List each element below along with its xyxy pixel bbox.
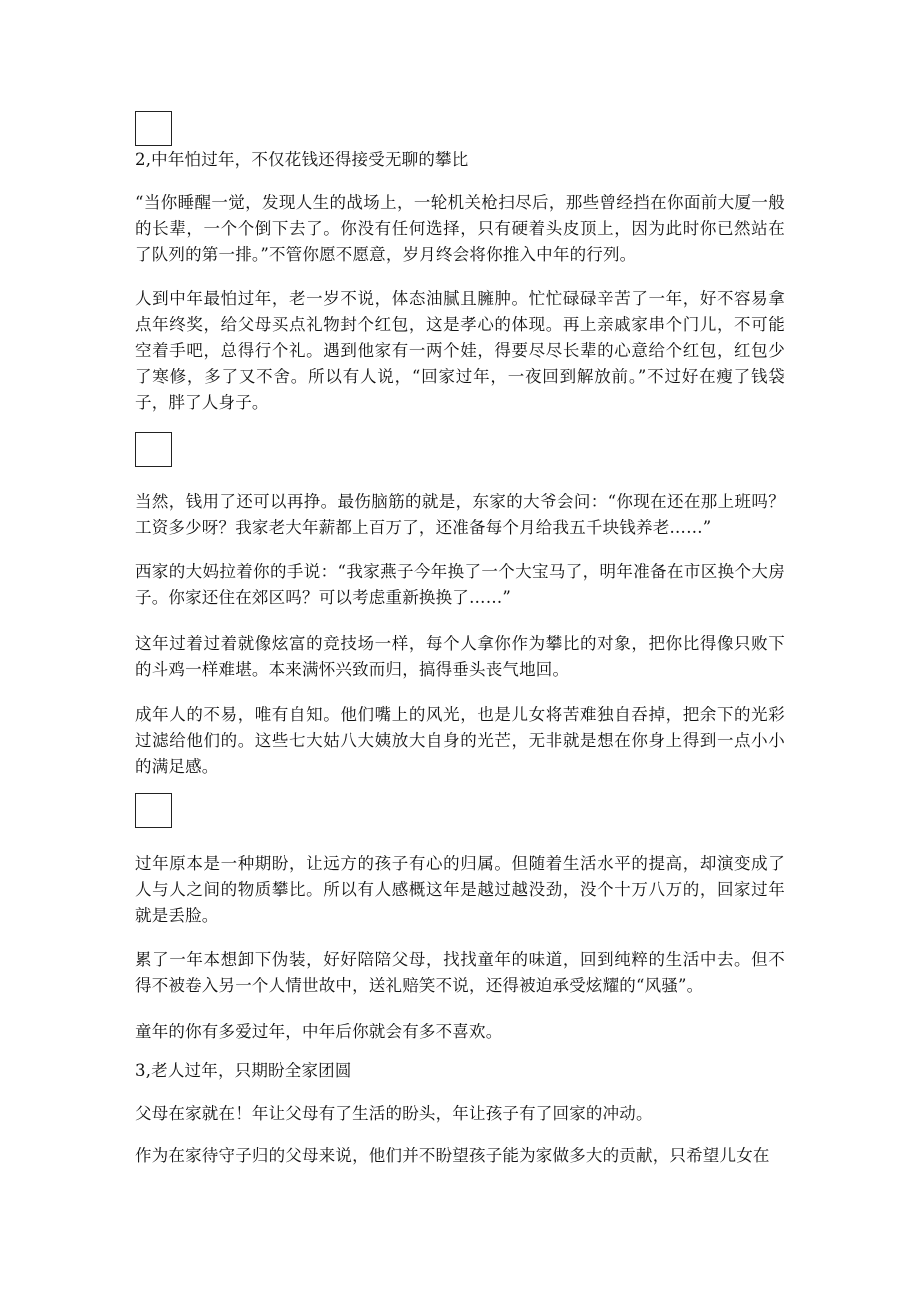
paragraph-parents-home: 父母在家就在！年让父母有了生活的盼头，年让孩子有了回家的冲动。: [135, 1104, 653, 1123]
paragraph-uncle: 当然，钱用了还可以再挣。最伤脑筋的就是，东家的大爷会问：“你现在还在那上班吗？工资多少呀？我家老大年薪都上百万了，还准备每个月给我五千块钱养老……”: [135, 492, 785, 537]
paragraph-tired: 累了一年本想卸下伪装，好好陪陪父母，找找童年的味道，回到纯粹的生活中去。但不得不被卷入另一个人情世故中，送礼赔笑不说，还得被迫承受炫耀的“风骚”。: [135, 950, 785, 995]
image-placeholder-1: [135, 111, 172, 146]
paragraph-adults: 成年人的不易，唯有自知。他们嘴上的风光，也是儿女将苦难独自吞掉，把余下的光彩过滤给他们的。这些七大姑八大姨放大自身的光芒，无非就是想在你身上得到一点小小的满足感。: [135, 705, 785, 776]
section-heading-3: 3,老人过年，只期盼全家团圆: [135, 1061, 352, 1080]
paragraph-expectation: 过年原本是一种期盼，让远方的孩子有心的归属。但随着生活水平的提高，却演变成了人与人之间的物质攀比。所以有人感概这年是越过越没劲，没个十万八万的，回家过年就是丢脸。: [135, 854, 785, 925]
paragraph-parents-wish: 作为在家待守子归的父母来说，他们并不盼望孩子能为家做多大的贡献，只希望儿女在: [135, 1146, 770, 1165]
paragraph-aunt: 西家的大妈拉着你的手说：“我家燕子今年换了一个大宝马了，明年准备在市区换个大房子。你家还住在郊区吗？可以考虑重新换换了……”: [135, 562, 785, 607]
image-placeholder-3: [135, 793, 172, 828]
paragraph-arena: 这年过着过着就像炫富的竞技场一样，每个人拿你作为攀比的对象，把你比得像只败下的斗鸡一样难堪。本来满怀兴致而归，搞得垂头丧气地回。: [135, 634, 785, 679]
section-heading-2: 2,中年怕过年，不仅花钱还得接受无聊的攀比: [135, 150, 469, 169]
paragraph-childhood: 童年的你有多爱过年，中年后你就会有多不喜欢。: [135, 1022, 503, 1041]
image-placeholder-2: [135, 432, 172, 467]
paragraph-quote: “当你睡醒一觉，发现人生的战场上，一轮机关枪扫尽后，那些曾经挡在你面前大厦一般的长辈，一个个倒下去了。你没有任何选择，只有硬着头皮顶上，因为此时你已然站在了队列的第一排。”不管你愿不愿意，岁月终会将你推入中年的行列。: [135, 193, 785, 264]
paragraph-middle-age: 人到中年最怕过年，老一岁不说，体态油腻且臃肿。忙忙碌碌辛苦了一年，好不容易拿点年终奖，给父母买点礼物封个红包，这是孝心的体现。再上亲戚家串个门儿，不可能空着手吧，总得行个礼。遇到他家有一两个娃，得要尽尽长辈的心意给个红包，红包少了寒修，多了又不舍。所以有人说，“回家过年，一夜回到解放前。”不过好在瘦了钱袋子，胖了人身子。: [135, 289, 785, 412]
document-page: [135, 0, 785, 1301]
